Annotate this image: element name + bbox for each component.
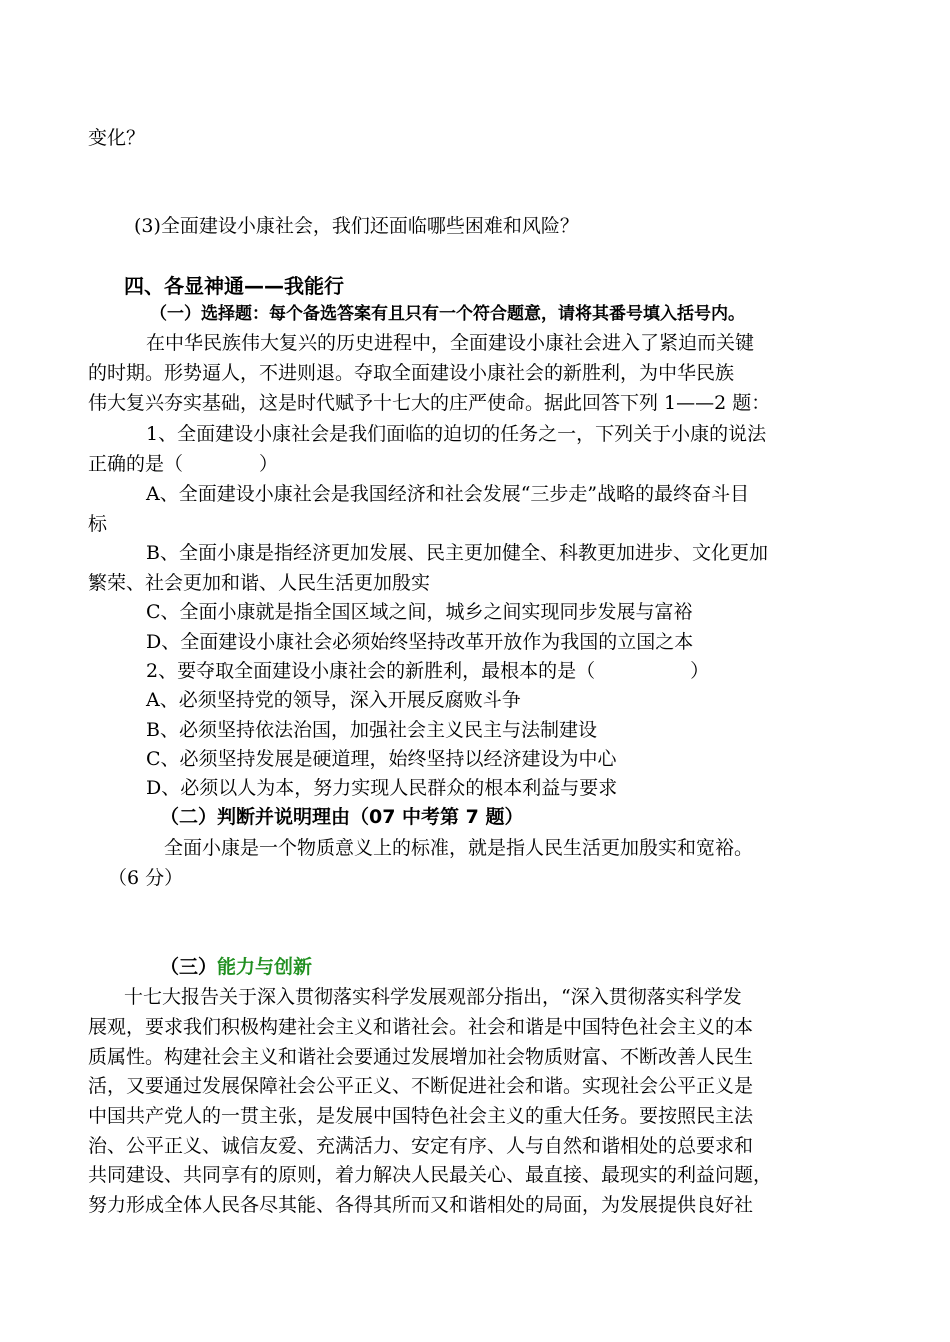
- section-4-heading: 四、各显神通——我能行: [124, 274, 344, 298]
- q2-option-a: A、必须坚持党的领导，深入开展反腐败斗争: [146, 689, 521, 711]
- part-3-title: 能力与创新: [217, 956, 313, 978]
- q1-option-b-line-2: 繁荣、社会更加和谐、人民生活更加殷实: [88, 572, 431, 594]
- part-3-paragraph-line-5: 中国共产党人的一贯主张，是发展中国特色社会主义的重大任务。要按照民主法: [88, 1105, 754, 1127]
- q2-option-d: D、必须以人为本，努力实现人民群众的根本利益与要求: [146, 777, 618, 799]
- part-2-statement: 全面小康是一个物质意义上的标准，就是指人民生活更加殷实和宽裕。: [164, 837, 754, 859]
- part-3-paragraph-line-1: 十七大报告关于深入贯彻落实科学发展观部分指出，“深入贯彻落实科学发: [124, 986, 742, 1008]
- part-1-heading: （一）选择题：每个备选答案有且只有一个符合题意，请将其番号填入括号内。: [150, 304, 745, 324]
- part-3-paragraph-line-2: 展观，要求我们积极构建社会主义和谐社会。社会和谐是中国特色社会主义的本: [88, 1016, 754, 1038]
- question-3: (3)全面建设小康社会，我们还面临哪些困难和风险？: [134, 215, 579, 237]
- q1-option-d: D、全面建设小康社会必须始终坚持改革开放作为我国的立国之本: [146, 631, 694, 653]
- question-1-line-2: 正确的是（ ）: [88, 453, 279, 475]
- intro-line-2: 的时期。形势逼人，不进则退。夺取全面建设小康社会的新胜利，为中华民族: [88, 362, 735, 384]
- part-3-paragraph-line-6: 治、公平正义、诚信友爱、充满活力、安定有序、人与自然和谐相处的总要求和: [88, 1135, 754, 1157]
- q2-option-c: C、必须坚持发展是硬道理，始终坚持以经济建设为中心: [146, 748, 617, 770]
- question-continuation: 变化？: [88, 127, 146, 149]
- part-3-paragraph-line-8: 努力形成全体人民各尽其能、各得其所而又和谐相处的局面，为发展提供良好社: [88, 1194, 754, 1216]
- q2-option-b: B、必须坚持依法治国，加强社会主义民主与法制建设: [146, 719, 597, 741]
- q1-option-a-line-1: A、全面建设小康社会是我国经济和社会发展“三步走”战略的最终奋斗目: [146, 483, 750, 505]
- intro-line-1: 在中华民族伟大复兴的历史进程中，全面建设小康社会进入了紧迫而关键: [146, 332, 755, 354]
- part-3-paragraph-line-4: 活，又要通过发展保障社会公平正义、不断促进社会和谐。实现社会公平正义是: [88, 1075, 754, 1097]
- q1-option-b-line-1: B、全面小康是指经济更加发展、民主更加健全、科教更加进步、文化更加: [146, 542, 768, 564]
- q1-option-c: C、全面小康就是指全国区域之间，城乡之间实现同步发展与富裕: [146, 601, 693, 623]
- q1-option-a-line-2: 标: [88, 513, 108, 535]
- intro-line-3: 伟大复兴夯实基础，这是时代赋予十七大的庄严使命。据此回答下列 1——2 题：: [88, 392, 771, 414]
- question-1-line-1: 1、全面建设小康社会是我们面临的迫切的任务之一，下列关于小康的说法: [146, 423, 767, 445]
- part-3-paragraph-line-7: 共同建设、共同享有的原则，着力解决人民最关心、最直接、最现实的利益问题，: [88, 1164, 773, 1186]
- part-3-prefix: （三）: [160, 956, 218, 978]
- part-2-heading: （二）判断并说明理由（07 中考第 7 题）: [160, 806, 524, 828]
- question-2: 2、要夺取全面建设小康社会的新胜利，最根本的是（ ）: [146, 660, 710, 682]
- part-2-score: （6 分）: [108, 867, 184, 889]
- part-3-heading: [160, 953, 312, 982]
- part-3-paragraph-line-3: 质属性。构建社会主义和谐社会要通过发展增加社会物质财富、不断改善人民生: [88, 1046, 754, 1068]
